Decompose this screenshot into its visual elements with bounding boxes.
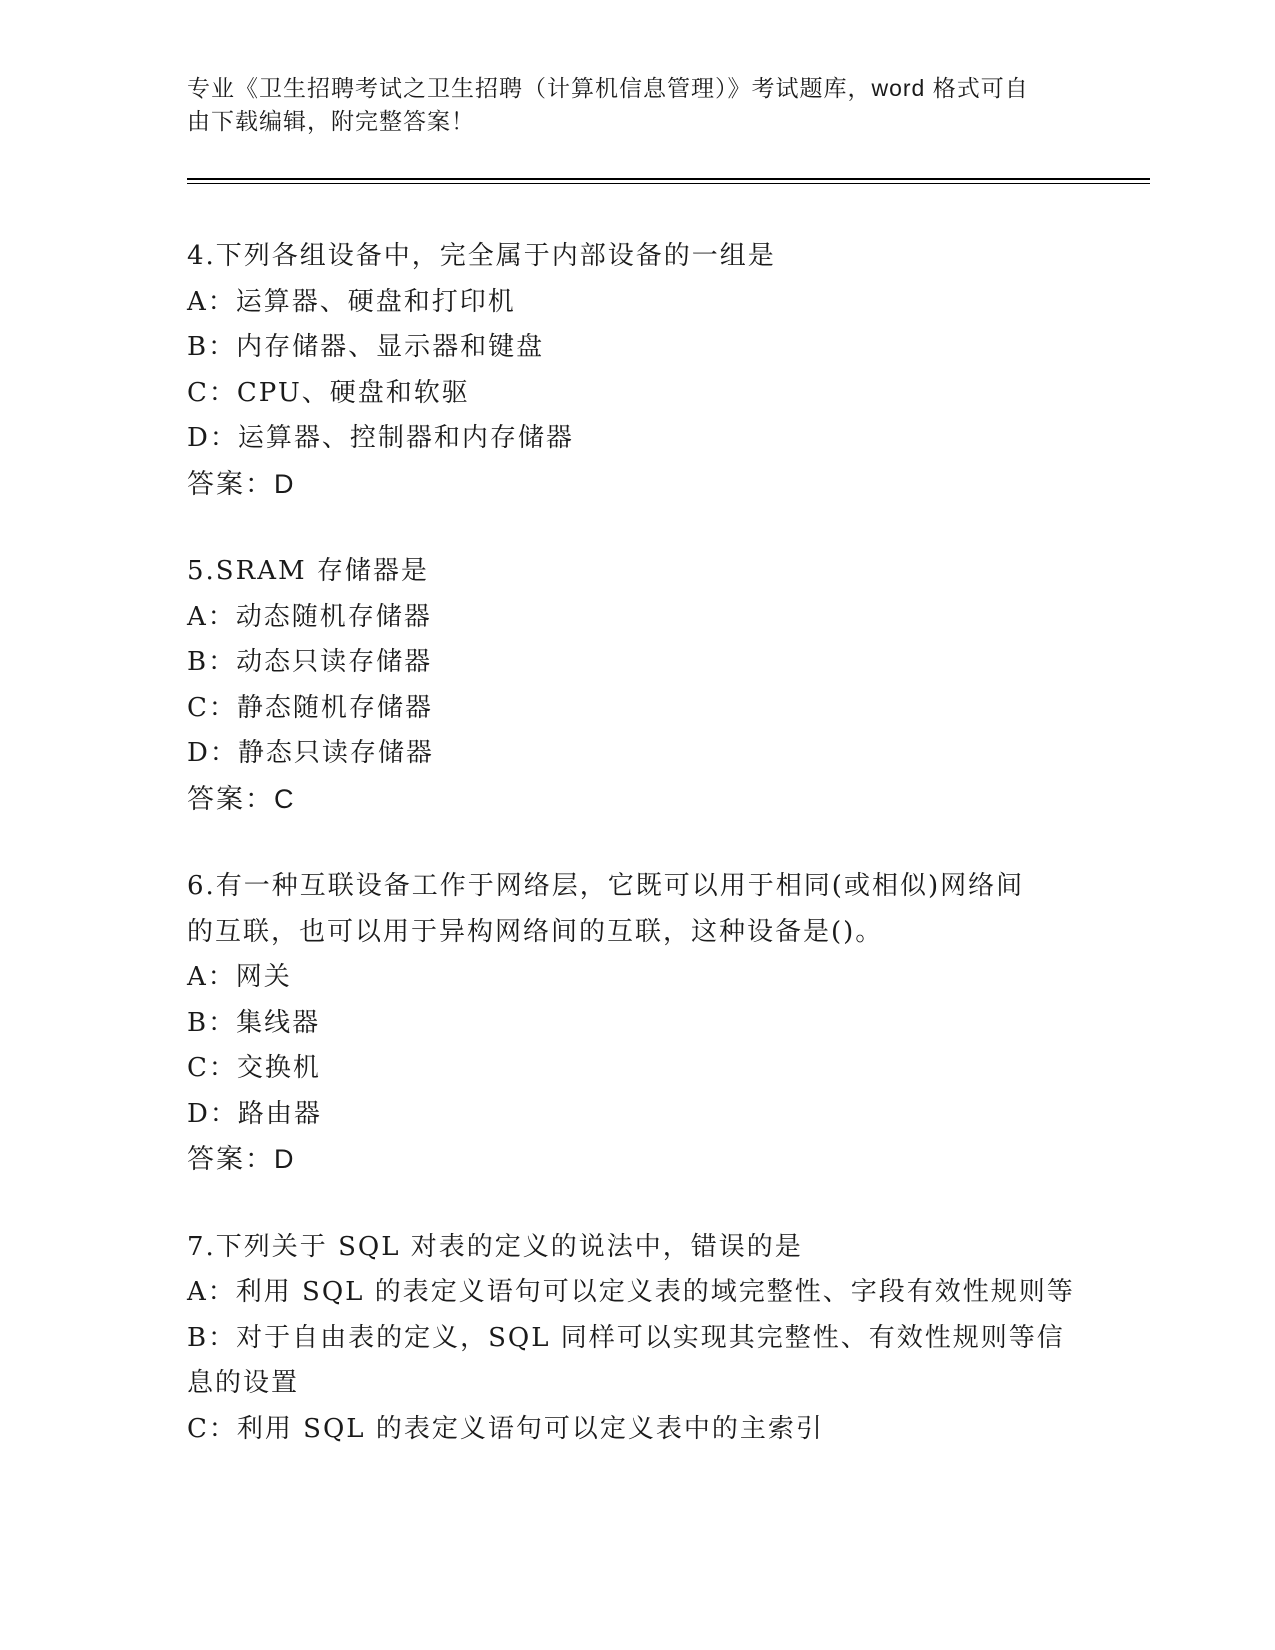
question-stem: 5.SRAM 存储器是 [187, 556, 429, 586]
option-a: A：网关 [187, 962, 292, 992]
header-line-1: 专业《卫生招聘考试之卫生招聘（计算机信息管理）》考试题库，word 格式可自 [187, 75, 1029, 101]
question-list [187, 234, 1087, 1494]
option-a: A：利用 SQL 的表定义语句可以定义表的域完整性、字段有效性规则等 [187, 1277, 1075, 1307]
question-6 [187, 864, 1087, 1183]
option-d: D：运算器、控制器和内存储器 [187, 423, 574, 453]
question-5 [187, 549, 1087, 822]
document-header [187, 72, 1067, 138]
option-b: B：内存储器、显示器和键盘 [187, 332, 545, 362]
option-c: C：交换机 [187, 1053, 321, 1083]
header-line-2: 由下载编辑，附完整答案！ [187, 108, 475, 134]
option-a: A：运算器、硬盘和打印机 [187, 286, 516, 317]
question-4 [187, 234, 1087, 507]
option-a: A：动态随机存储器 [187, 601, 432, 632]
answer-label: 答案：D [187, 468, 296, 499]
option-c: C：CPU、硬盘和软驱 [187, 377, 470, 408]
option-b: B：对于自由表的定义，SQL 同样可以实现其完整性、有效性规则等信 [187, 1322, 1065, 1353]
answer-label: 答案：C [187, 783, 296, 814]
question-stem-continued: 的互联，也可以用于异构网络间的互联，这种设备是()。 [187, 916, 884, 947]
option-c: C：利用 SQL 的表定义语句可以定义表中的主索引 [187, 1413, 824, 1444]
option-b: B：集线器 [187, 1007, 321, 1038]
option-c: C：静态随机存储器 [187, 692, 433, 723]
option-b-continued: 息的设置 [187, 1368, 300, 1398]
option-b: B：动态只读存储器 [187, 647, 433, 677]
answer-label: 答案：D [187, 1144, 296, 1174]
question-7 [187, 1225, 1087, 1453]
header-divider-thin [187, 183, 1150, 184]
question-stem: 4.下列各组设备中，完全属于内部设备的一组是 [187, 241, 776, 271]
header-divider-thick [187, 178, 1150, 180]
option-d: D：静态只读存储器 [187, 738, 434, 768]
question-stem: 6.有一种互联设备工作于网络层，它既可以用于相同(或相似)网络间 [187, 871, 1025, 901]
question-stem: 7.下列关于 SQL 对表的定义的说法中，错误的是 [187, 1231, 803, 1262]
option-d: D：路由器 [187, 1098, 322, 1129]
